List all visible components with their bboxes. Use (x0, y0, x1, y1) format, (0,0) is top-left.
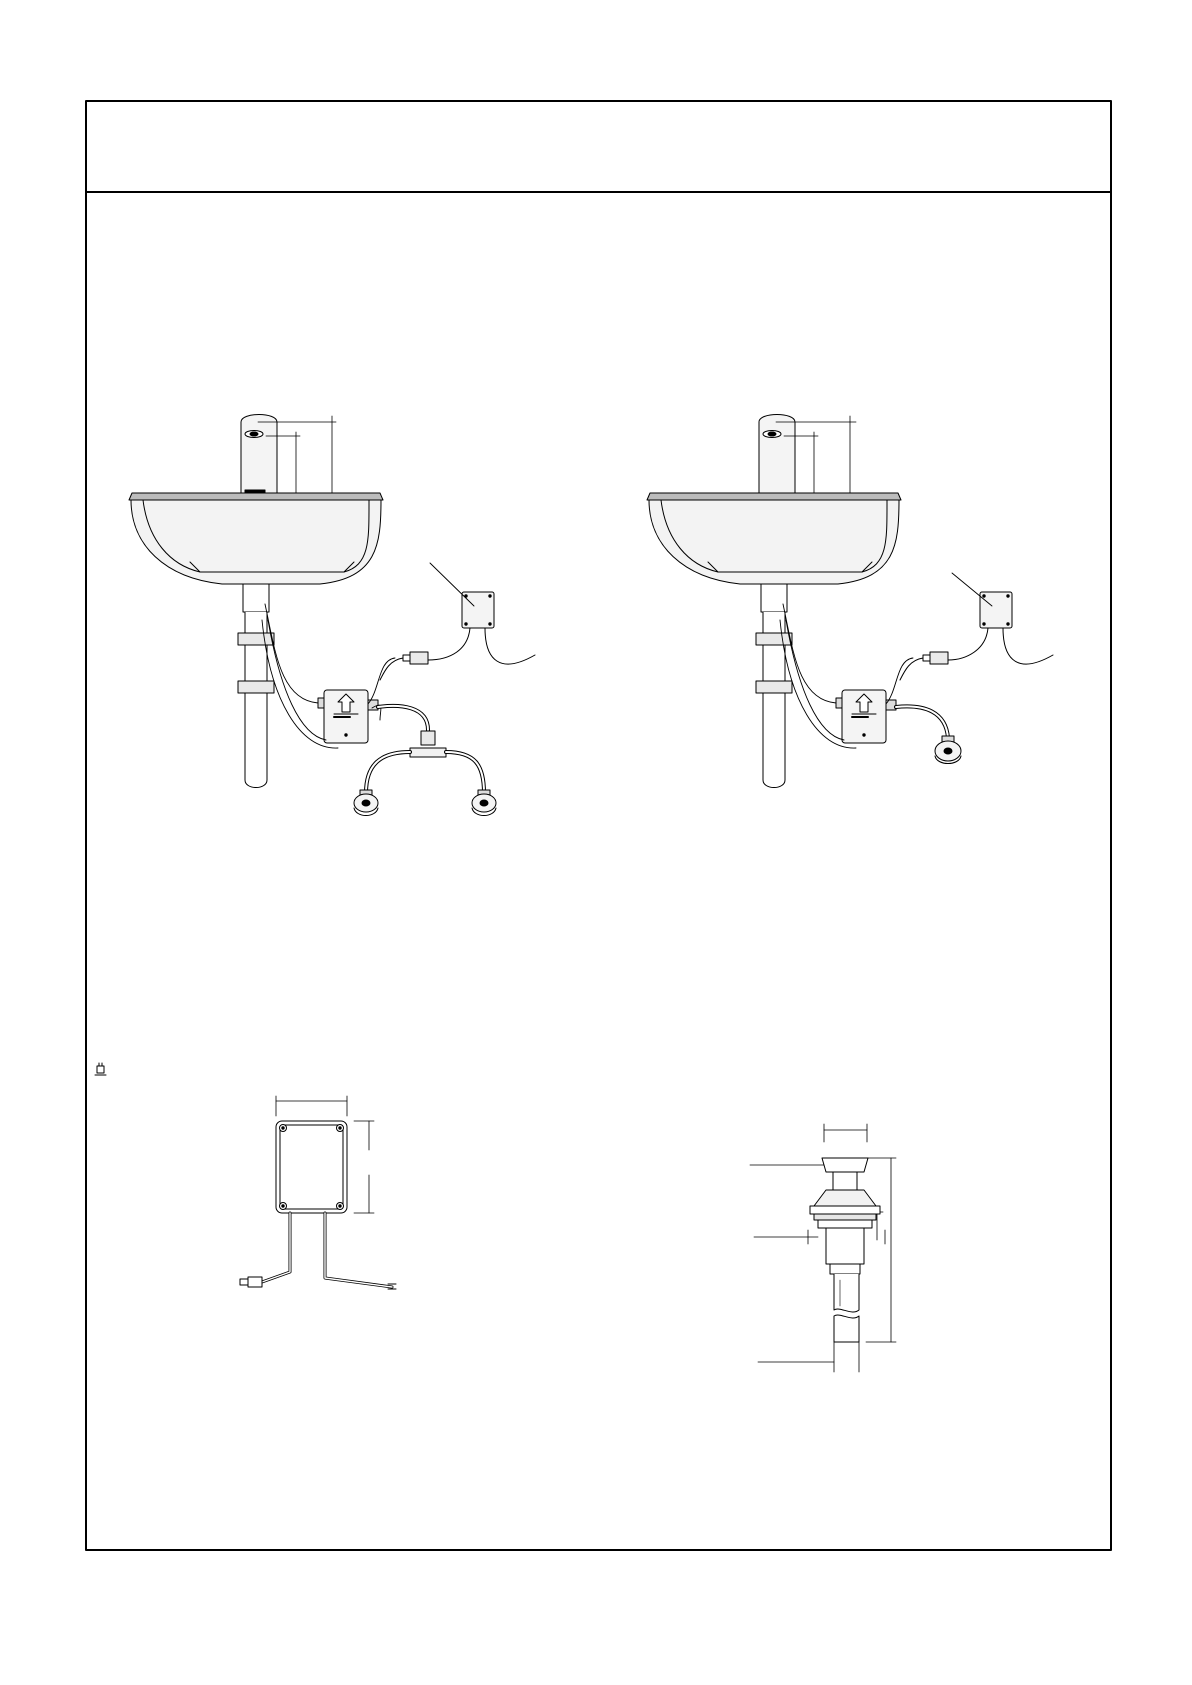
figure-dual-supply-installation (129, 415, 535, 816)
control-box (836, 690, 896, 743)
figure-single-supply-installation (647, 415, 1053, 788)
angle-valve-left (354, 790, 378, 816)
output-cable-with-plug (240, 1213, 290, 1287)
sheet-frame (86, 101, 1111, 1550)
figure-drain-assembly-detail (750, 1124, 896, 1372)
wash-basin (129, 493, 383, 584)
small-glyph-icon (95, 1063, 106, 1075)
drain-flange (810, 1158, 880, 1228)
leader-lines (750, 1165, 834, 1362)
figure-power-box-detail (240, 1096, 396, 1289)
power-box-body (276, 1121, 347, 1213)
drain-pipe (756, 584, 792, 788)
drain-pipe (238, 584, 274, 788)
angle-valve-right (472, 790, 496, 816)
drain-tailpiece (826, 1228, 864, 1342)
wash-basin (647, 493, 901, 584)
plug-connector (900, 652, 948, 680)
faucet-spout (759, 415, 795, 495)
input-power-cord (325, 1213, 396, 1289)
control-box (318, 690, 378, 743)
angle-valve (935, 736, 961, 764)
faucet-spout (241, 415, 277, 496)
supply-hoses (366, 706, 484, 793)
power-box (948, 573, 1053, 664)
supply-hose (896, 706, 948, 738)
power-box (428, 563, 535, 664)
plug-connector (380, 652, 428, 680)
